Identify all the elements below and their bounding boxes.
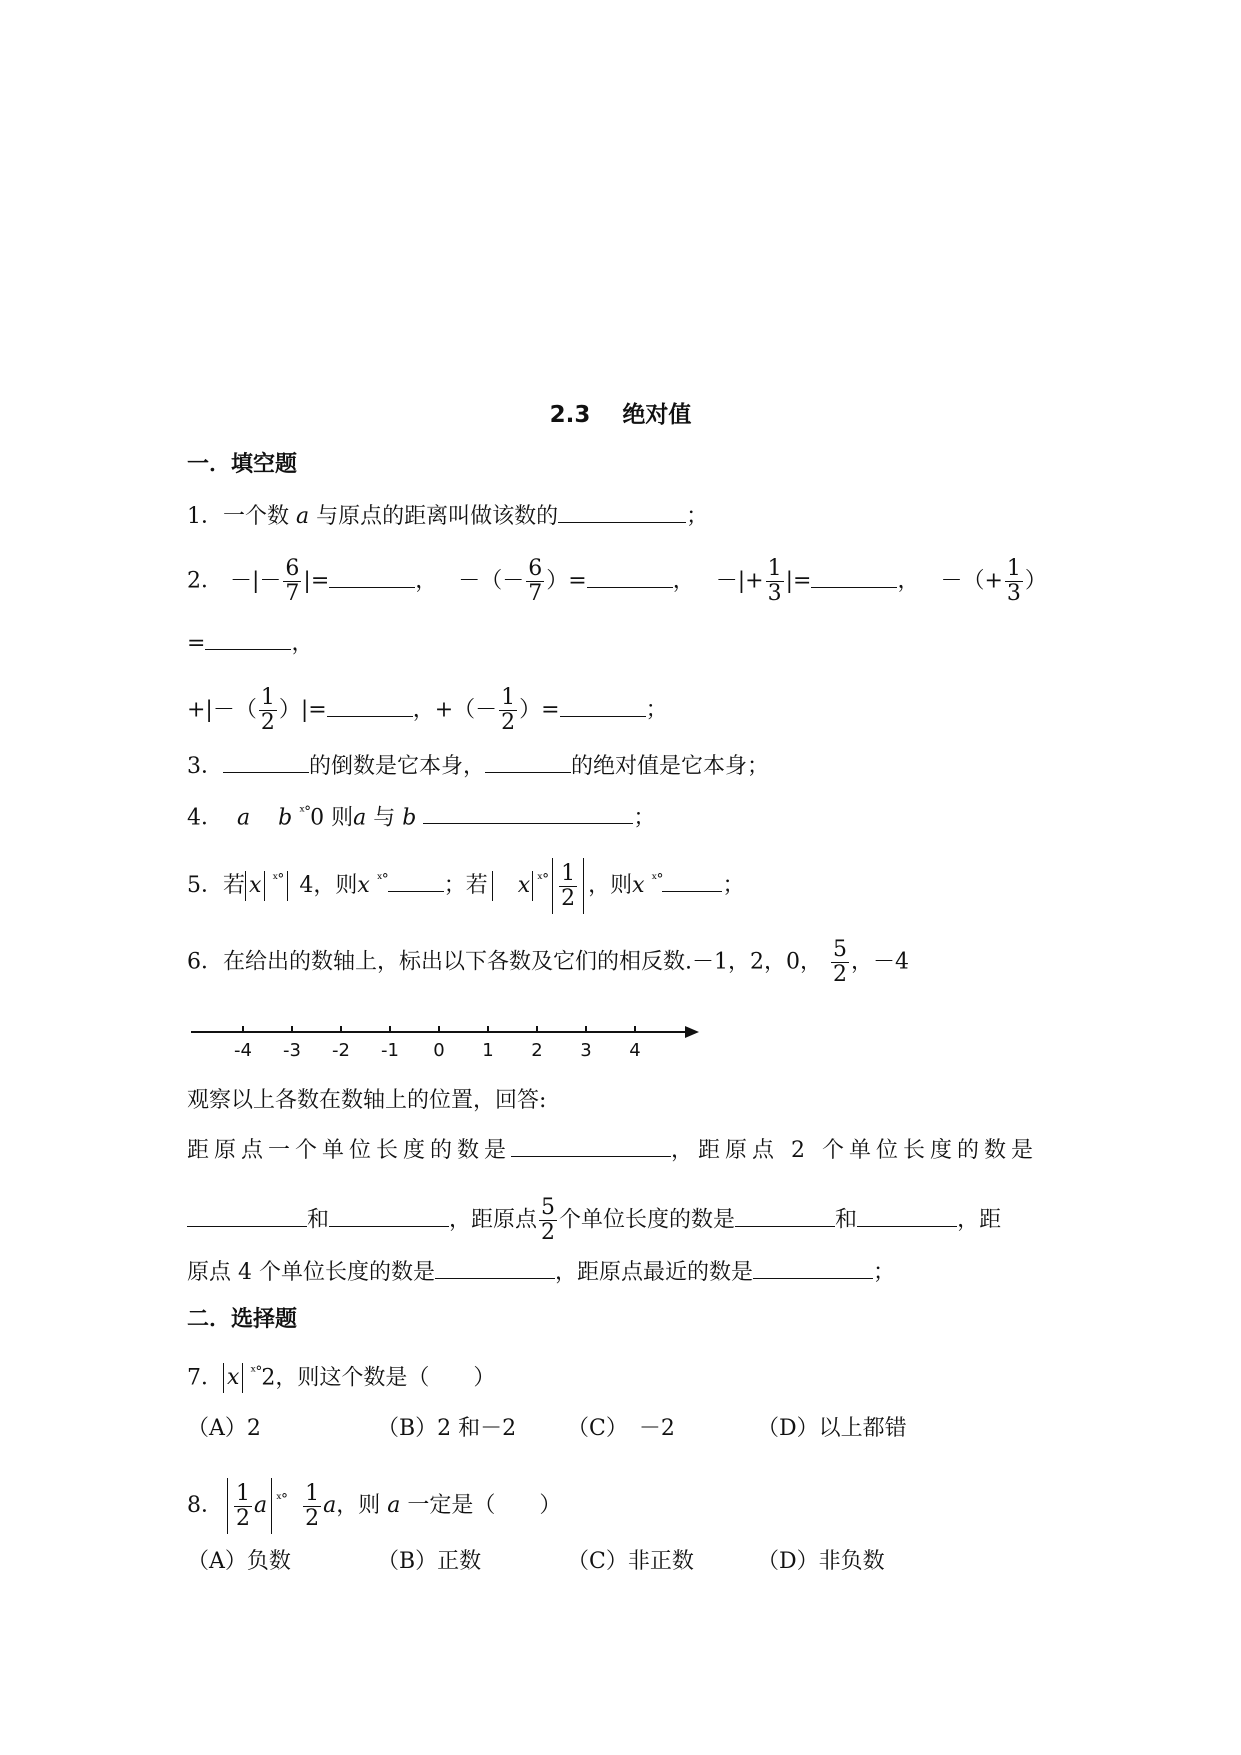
ans3-mid: ，距原点最近的数是: [554, 1260, 753, 1285]
q6-text: 在给出的数轴上，标出以下各数及它们的相反数.－1，2，0，: [223, 949, 822, 975]
axis-tick-label: -1: [381, 1040, 399, 1061]
fraction: [283, 557, 301, 606]
numerator: 6: [285, 556, 300, 581]
option-c[interactable]: （C）非正数: [567, 1549, 694, 1574]
denominator: 2: [305, 1505, 320, 1531]
garbled-symbol: ˣ°: [651, 871, 663, 888]
fraction: [499, 686, 517, 735]
q7-text: ，则这个数是（ ）: [275, 1365, 496, 1391]
answer-line-2: [187, 1196, 1001, 1245]
axis-tick-label: 1: [482, 1040, 494, 1061]
q8-number: 8．: [187, 1493, 223, 1518]
numerator: 1: [767, 556, 782, 581]
separator: ，: [415, 568, 438, 594]
answer-blank[interactable]: [511, 1134, 671, 1157]
page-title: [0, 400, 1241, 430]
ans2-and2: 和: [835, 1207, 858, 1233]
axis-tick-label: 2: [531, 1040, 543, 1061]
q1-number: 1．: [187, 504, 223, 529]
fraction: [766, 557, 784, 606]
answer-line-3: [187, 1256, 895, 1288]
denominator: 2: [260, 710, 275, 735]
numerator: 1: [236, 1480, 250, 1506]
ans1-pre: 距原点一个单位长度的数是: [187, 1138, 512, 1163]
q2-line3-end: ；: [645, 697, 668, 723]
ans3-end: ；: [873, 1260, 896, 1285]
question-7: [187, 1357, 495, 1393]
q2-part2-suffix: ）=: [546, 568, 587, 594]
q3-text1: 的倒数是它本身，: [309, 754, 486, 779]
abs-bar: [583, 858, 584, 914]
abs-bar: [227, 1478, 228, 1534]
ans1-mid: ，距原点 2 个单位长度的数是: [671, 1138, 1038, 1163]
garbled-symbol: ˣ°: [376, 871, 388, 888]
q1-text2: 与原点的距离叫做该数的: [316, 504, 559, 529]
answer-blank[interactable]: [587, 565, 673, 588]
answer-blank[interactable]: [560, 694, 646, 717]
section-heading-fill-in: 一．填空题: [187, 452, 298, 477]
question-3: [187, 750, 769, 782]
answer-blank[interactable]: [435, 1256, 555, 1279]
q5-number: 5．: [187, 873, 223, 898]
option-d[interactable]: （D）以上都错: [757, 1416, 907, 1441]
question-8: [187, 1478, 561, 1534]
answer-blank[interactable]: [735, 1204, 835, 1227]
q5-four: 4: [299, 873, 314, 898]
garbled-symbol: ˣ°: [250, 1364, 262, 1380]
q8-var-a: a: [254, 1493, 268, 1518]
fraction: [559, 862, 577, 911]
denominator: 2: [501, 710, 516, 735]
fraction: [259, 686, 277, 735]
answer-blank[interactable]: [857, 1204, 957, 1227]
abs-bar: [287, 871, 288, 901]
abs-bar: [552, 858, 553, 914]
question-2: [187, 557, 1047, 606]
title-number: 2.3: [549, 402, 591, 428]
question-2-line-2: [187, 627, 313, 659]
q7-options: [187, 1414, 947, 1444]
answer-blank[interactable]: [223, 750, 309, 773]
q5-abs-x: x: [245, 871, 265, 901]
fraction: [1005, 557, 1023, 606]
q1-var: a: [296, 504, 310, 529]
denominator: 7: [528, 581, 543, 606]
axis-tick-label: 4: [629, 1040, 641, 1061]
garbled-symbol: ˣ°: [272, 871, 284, 888]
numerator: 5: [541, 1195, 556, 1220]
q5-x4: x: [632, 873, 645, 898]
q2-line3-mid2: ）=: [519, 697, 560, 723]
q5-then2: ，则: [588, 873, 633, 898]
q3-text2: 的绝对值是它本身；: [571, 754, 770, 779]
q7-abs-x: x: [223, 1363, 243, 1393]
q8-options: [187, 1547, 947, 1577]
question-4: [187, 797, 655, 833]
fraction: [539, 1196, 557, 1245]
question-6: [187, 938, 909, 987]
answer-line-1: [187, 1134, 1038, 1166]
numerator: 1: [305, 1480, 320, 1506]
fraction: [526, 557, 544, 606]
denominator: 2: [236, 1505, 250, 1531]
option-d[interactable]: （D）非负数: [757, 1549, 885, 1574]
option-a[interactable]: （A）2: [187, 1416, 261, 1441]
q2-part3-suffix: |=: [785, 568, 812, 594]
ans2-end: ，距: [957, 1207, 1002, 1233]
q2-line3-prefix: +|－（: [187, 697, 257, 723]
denominator: 3: [1006, 581, 1021, 606]
q2-number: 2．: [187, 568, 223, 594]
option-b[interactable]: （B）正数: [377, 1549, 482, 1574]
separator: ，: [672, 568, 695, 594]
q4-end: ；: [633, 805, 656, 831]
q4-then: 则: [331, 805, 354, 831]
q8-var-a2: a: [323, 1493, 337, 1518]
question-5: [187, 858, 745, 914]
denominator: 7: [285, 581, 300, 606]
question-2-line-3: [187, 686, 668, 735]
answer-blank[interactable]: [485, 750, 571, 773]
axis-tick-label: 0: [433, 1040, 445, 1061]
numerator: 1: [260, 685, 275, 710]
garbled-symbol: ˣ°: [299, 804, 311, 820]
q5-sep: ；若: [443, 873, 488, 898]
option-b[interactable]: （B）2 和－2: [377, 1416, 517, 1441]
q6-end: ，－4: [851, 949, 909, 975]
q2-part3-prefix: －|+: [715, 568, 764, 594]
answer-blank[interactable]: [811, 565, 897, 588]
denominator: 2: [561, 885, 576, 911]
abs-bar: [492, 871, 493, 901]
q4-var-b2: b: [402, 805, 417, 831]
fraction: [303, 1482, 321, 1531]
q2-line3-mid: ）|=: [278, 697, 327, 723]
q4-var-b: b: [278, 805, 293, 831]
answer-blank[interactable]: [329, 1204, 449, 1227]
axis-tick-label: -4: [234, 1040, 252, 1061]
title-text: 绝对值: [622, 402, 692, 428]
q5-x2: x: [357, 873, 370, 898]
q4-zero: 0: [310, 805, 325, 831]
q5-end: ；: [722, 873, 745, 898]
q1-end: ；: [686, 504, 709, 529]
abs-bar: [271, 1478, 272, 1534]
q2-part2-prefix: －（－: [458, 568, 525, 594]
axis-tick-label: -2: [332, 1040, 350, 1061]
ans3-pre: 原点 4 个单位长度的数是: [187, 1260, 435, 1285]
axis-tick-label: 3: [580, 1040, 592, 1061]
garbled-symbol: ˣ°: [537, 871, 549, 888]
q8-var-a3: a: [387, 1493, 401, 1518]
question-1: [187, 500, 708, 532]
answer-blank[interactable]: [558, 500, 686, 523]
answer-blank[interactable]: [327, 694, 413, 717]
answer-blank[interactable]: [205, 627, 291, 650]
abs-bar: [532, 871, 533, 901]
option-a[interactable]: （A）负数: [187, 1549, 291, 1574]
arrow-head: [685, 1026, 699, 1038]
q2-line2-prefix: =: [187, 631, 206, 656]
separator: ，: [897, 568, 920, 594]
ans2-text: 个单位长度的数是: [559, 1207, 736, 1233]
denominator: 3: [767, 581, 782, 606]
denominator: 2: [833, 962, 847, 987]
fraction: [234, 1482, 252, 1531]
answer-blank[interactable]: [662, 869, 722, 892]
ans2-and1: 和: [307, 1207, 330, 1233]
numerator: 1: [1006, 556, 1021, 581]
q4-var-a: a: [237, 805, 251, 831]
ans2-mid: ，距原点: [449, 1207, 538, 1233]
q4-var-a2: a: [353, 805, 367, 831]
q2-part4-suffix: ）: [1024, 568, 1047, 594]
q2-line2-end: ，: [291, 631, 314, 656]
answer-blank[interactable]: [753, 1256, 873, 1279]
axis-tick-label: -3: [283, 1040, 301, 1061]
q2-part1-suffix: |=: [303, 568, 330, 594]
q7-number: 7．: [187, 1365, 223, 1391]
q2-line3-sep: ，+（－: [412, 697, 498, 723]
fraction: [831, 938, 849, 987]
denominator: 2: [541, 1220, 556, 1245]
numerator: 1: [561, 860, 576, 886]
q6-number: 6．: [187, 949, 223, 975]
q5-x3: x: [517, 873, 531, 898]
option-c[interactable]: （C） －2: [567, 1416, 675, 1441]
answer-blank[interactable]: [423, 801, 633, 824]
answer-blank[interactable]: [187, 1204, 307, 1227]
q8-text: ，则: [336, 1493, 381, 1518]
q4-with: 与: [373, 805, 396, 831]
q5-then1: ，则: [313, 873, 358, 898]
answer-blank[interactable]: [388, 869, 444, 892]
number-line: [187, 1012, 707, 1072]
q5-if: 若: [223, 873, 246, 898]
numerator: 1: [501, 685, 516, 710]
q7-two: 2: [261, 1365, 276, 1391]
q2-part4-prefix: －（+: [940, 568, 1003, 594]
q1-text: 一个数: [223, 504, 290, 529]
section-heading-choice: 二．选择题: [187, 1307, 298, 1332]
observe-text: 观察以上各数在数轴上的位置，回答:: [187, 1088, 547, 1113]
q3-number: 3．: [187, 754, 223, 779]
numerator: 5: [833, 937, 847, 962]
q4-number: 4．: [187, 805, 223, 831]
answer-blank[interactable]: [329, 565, 415, 588]
q8-text2: 一定是（ ）: [407, 1493, 562, 1518]
numerator: 6: [528, 556, 543, 581]
q2-part1-prefix: －|－: [230, 568, 282, 594]
garbled-symbol: ˣ°: [276, 1491, 288, 1508]
